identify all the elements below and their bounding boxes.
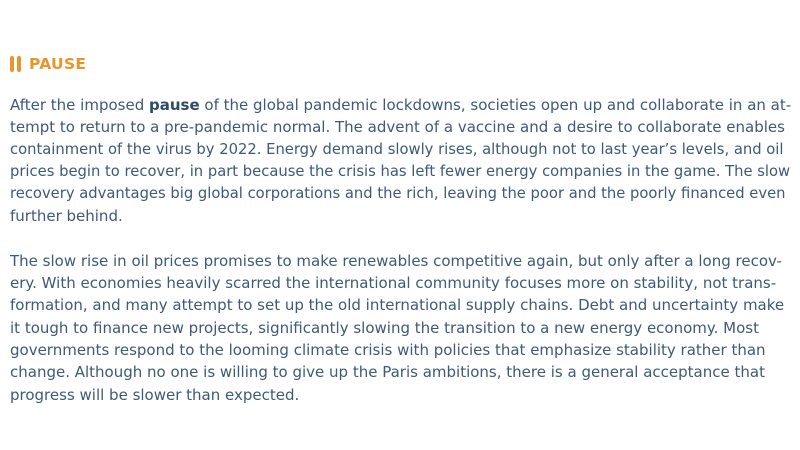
- paragraph-1: [10, 94, 792, 228]
- paragraph-line: The slow rise in oil prices promises to make renewables competitive again, but only after a long recov-: [10, 251, 782, 270]
- paragraph-line: prices begin to recover, in part because the crisis has left fewer energy companies in the game. The slow: [10, 162, 791, 180]
- paragraph-line: further behind.: [10, 207, 123, 226]
- section-heading: [10, 53, 86, 75]
- paragraph-line: progress will be slower than expected.: [10, 385, 300, 404]
- paragraph-line: recovery advantages big global corporations and the rich, leaving the poor and the poorly financed even: [10, 185, 786, 203]
- pause-icon-bar-left: [10, 56, 14, 72]
- paragraph-2: [10, 250, 792, 406]
- paragraph-line: After the imposed pause of the global pandemic lockdowns, societies open up and collaborate in an at-: [10, 96, 792, 114]
- paragraph-line: tempt to return to a pre-pandemic normal. The advent of a vaccine and a desire to collaborate enables: [10, 118, 785, 137]
- paragraph-line: it tough to finance new projects, significantly slowing the transition to a new energy economy. Most: [10, 318, 759, 337]
- paragraph-line: formation, and many attempt to set up the old international supply chains. Debt and uncertainty make: [10, 296, 785, 315]
- paragraph-line: ery. With economies heavily scarred the international community focuses more on stability, not trans-: [10, 274, 777, 293]
- section-title: PAUSE: [29, 55, 87, 73]
- pause-icon-bar-right: [17, 56, 21, 72]
- emphasis-pause: pause: [148, 96, 200, 114]
- paragraph-line: governments respond to the looming climate crisis with policies that emphasize stability rather than: [10, 340, 766, 359]
- paragraph-line: change. Although no one is willing to give up the Paris ambitions, there is a general acceptance that: [10, 363, 765, 382]
- body-text: [10, 94, 792, 428]
- paragraph-line: containment of the virus by 2022. Energy demand slowly rises, although not to last year’s levels, and oil: [10, 140, 784, 158]
- pause-icon: [10, 56, 21, 72]
